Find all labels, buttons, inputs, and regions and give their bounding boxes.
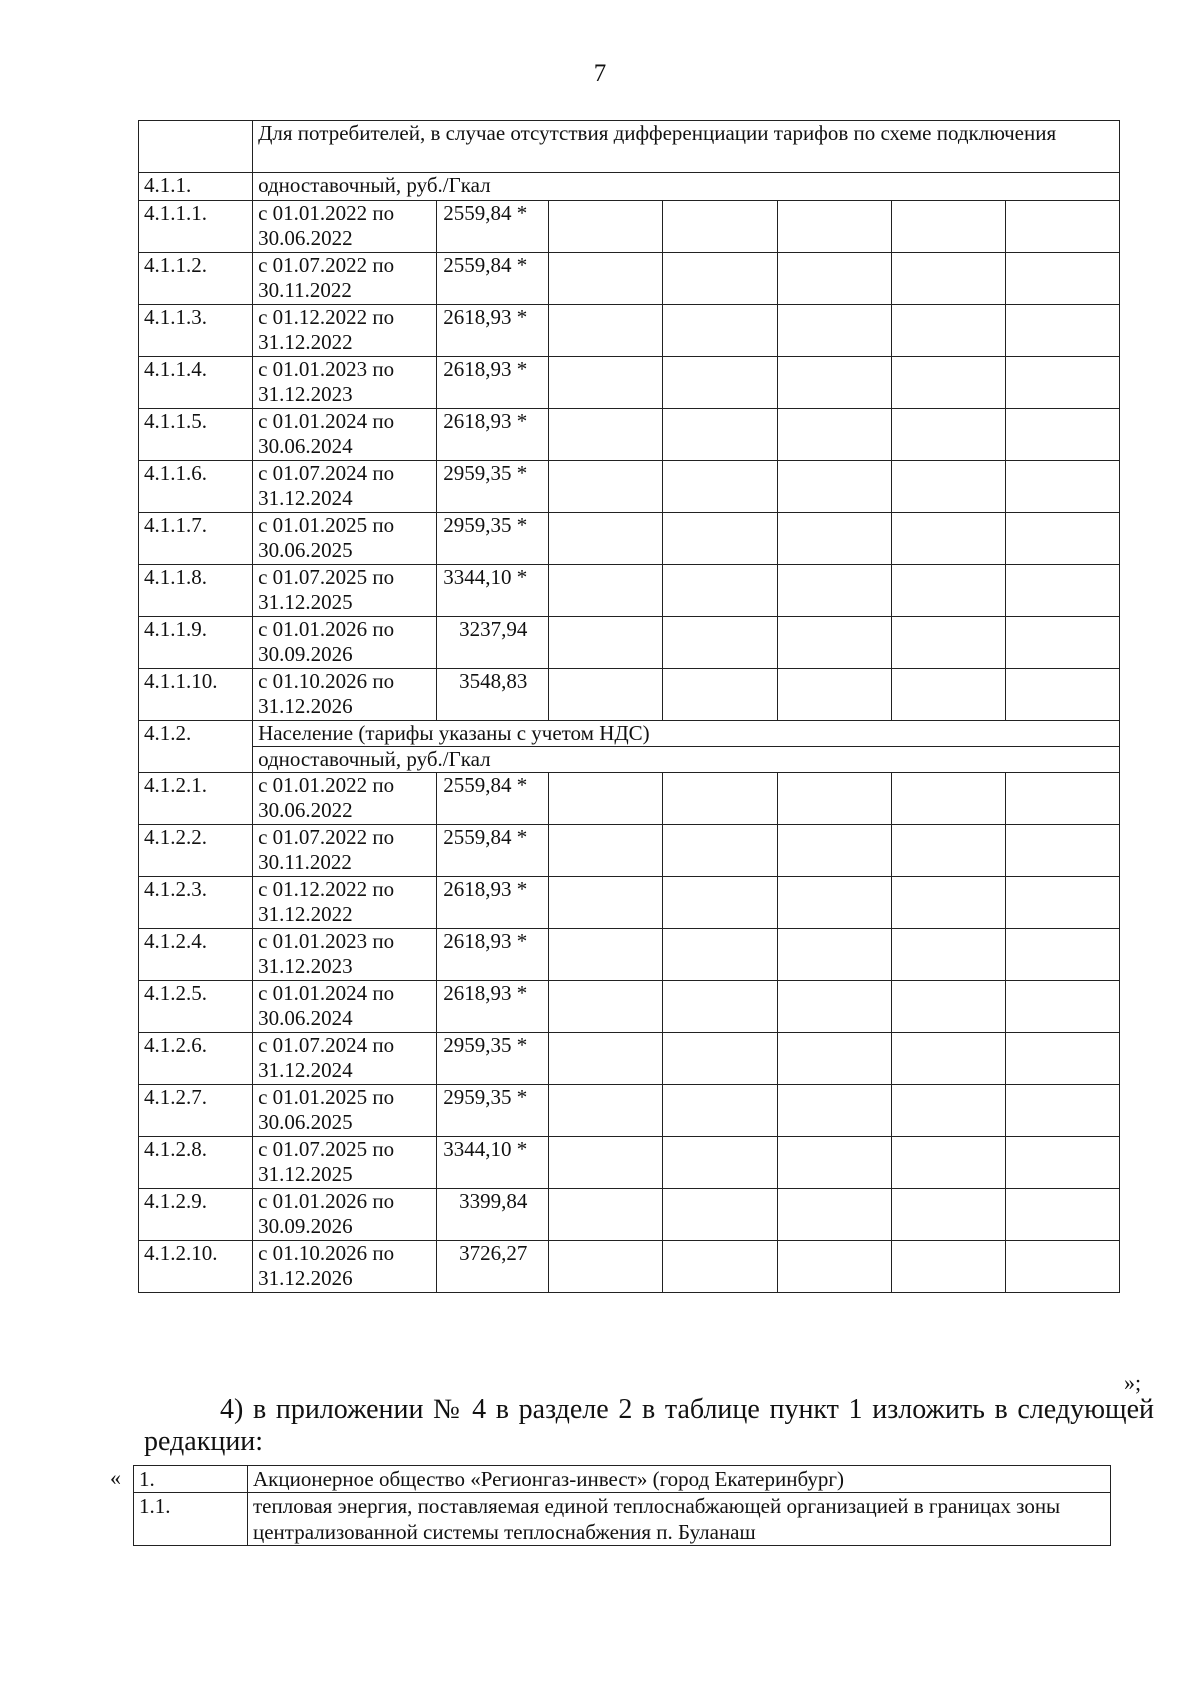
- empty-cell: [891, 1085, 1005, 1137]
- table-row: [139, 1137, 1120, 1189]
- empty-cell: [891, 773, 1005, 825]
- empty-cell: [1005, 617, 1119, 669]
- empty-cell: [1005, 1137, 1119, 1189]
- empty-cell: [1005, 253, 1119, 305]
- table-row: [139, 357, 1120, 409]
- empty-cell: [891, 669, 1005, 721]
- empty-cell: [549, 1033, 663, 1085]
- table-row: [139, 929, 1120, 981]
- empty-cell: [1005, 981, 1119, 1033]
- tariff-table: [138, 120, 1120, 1293]
- org-description-cell: тепловая энергия, поставляемая единой теплоснабжающей организацией в границах зоны централизованной системы теплоснабжения п. Буланаш: [248, 1493, 1111, 1546]
- empty-cell: [891, 825, 1005, 877]
- tariff-value-cell: 3344,10 *: [437, 1137, 549, 1189]
- empty-cell: [777, 1085, 891, 1137]
- tariff-value-cell: 2559,84 *: [437, 253, 549, 305]
- empty-cell: [663, 1189, 777, 1241]
- empty-cell: [777, 253, 891, 305]
- table-row: [139, 669, 1120, 721]
- table-row: [139, 981, 1120, 1033]
- period-cell: с 01.07.2024 по 31.12.2024: [253, 1033, 437, 1085]
- row-number-cell: 4.1.1.1.: [139, 201, 253, 253]
- empty-cell: [549, 565, 663, 617]
- table-row: [139, 461, 1120, 513]
- empty-cell: [1005, 825, 1119, 877]
- period-cell: с 01.01.2023 по 31.12.2023: [253, 357, 437, 409]
- row-number-cell: 4.1.2.6.: [139, 1033, 253, 1085]
- page-number: 7: [593, 60, 607, 87]
- organization-table: [133, 1465, 1111, 1546]
- table-row: [139, 513, 1120, 565]
- org-name-cell: Акционерное общество «Регионгаз-инвест» (город Екатеринбург): [248, 1466, 1111, 1493]
- row-number-cell: 4.1.2.5.: [139, 981, 253, 1033]
- table-row: [139, 877, 1120, 929]
- period-cell: с 01.07.2022 по 30.11.2022: [253, 825, 437, 877]
- empty-cell: [891, 357, 1005, 409]
- period-cell: с 01.01.2025 по 30.06.2025: [253, 513, 437, 565]
- period-cell: с 01.01.2024 по 30.06.2024: [253, 981, 437, 1033]
- table-row: [139, 1241, 1120, 1293]
- amendment-paragraph: 4) в приложении № 4 в разделе 2 в таблице пункт 1 изложить в следующей редакции:: [144, 1394, 1154, 1457]
- group-num-cell: 4.1.2.: [139, 721, 253, 773]
- tariff-value-cell: 3399,84: [437, 1189, 549, 1241]
- group-header-cell: Население (тарифы указаны с учетом НДС): [253, 721, 1120, 747]
- tariff-value-cell: 2618,93 *: [437, 409, 549, 461]
- table-row: [139, 1189, 1120, 1241]
- table-row: [139, 253, 1120, 305]
- empty-cell: [777, 825, 891, 877]
- empty-cell: [891, 253, 1005, 305]
- row-number-cell: 4.1.1.7.: [139, 513, 253, 565]
- row-number-cell: 4.1.2.10.: [139, 1241, 253, 1293]
- period-cell: с 01.12.2022 по 31.12.2022: [253, 877, 437, 929]
- empty-cell: [663, 929, 777, 981]
- empty-cell: [891, 409, 1005, 461]
- org-table-row: [134, 1466, 1111, 1493]
- period-cell: с 01.07.2025 по 31.12.2025: [253, 1137, 437, 1189]
- empty-cell: [777, 1241, 891, 1293]
- table-row: [139, 825, 1120, 877]
- empty-cell: [549, 1241, 663, 1293]
- empty-cell: [663, 1137, 777, 1189]
- group-label-row: [139, 747, 1120, 773]
- empty-cell: [549, 513, 663, 565]
- empty-cell: [663, 877, 777, 929]
- row-number-cell: 4.1.1.6.: [139, 461, 253, 513]
- empty-cell: [663, 1033, 777, 1085]
- empty-cell: [1005, 513, 1119, 565]
- empty-cell: [549, 253, 663, 305]
- empty-cell: [777, 461, 891, 513]
- row-number-cell: 4.1.2.2.: [139, 825, 253, 877]
- row-number-cell: 4.1.1.2.: [139, 253, 253, 305]
- group-label-row: [139, 173, 1120, 201]
- open-quote: «: [110, 1465, 121, 1490]
- tariff-value-cell: 2959,35 *: [437, 1033, 549, 1085]
- empty-cell: [777, 201, 891, 253]
- empty-cell: [777, 617, 891, 669]
- row-number-cell: 4.1.1.3.: [139, 305, 253, 357]
- period-cell: с 01.12.2022 по 31.12.2022: [253, 305, 437, 357]
- table-row: [139, 1033, 1120, 1085]
- empty-cell: [777, 981, 891, 1033]
- section-header-cell: Для потребителей, в случае отсутствия дифференциации тарифов по схеме подключения: [253, 121, 1120, 173]
- empty-cell: [777, 773, 891, 825]
- empty-cell: [663, 1085, 777, 1137]
- row-number-cell: 4.1.2.4.: [139, 929, 253, 981]
- empty-cell: [663, 409, 777, 461]
- empty-cell: [549, 877, 663, 929]
- empty-cell: [663, 617, 777, 669]
- empty-cell: [891, 1033, 1005, 1085]
- empty-cell: [1005, 1085, 1119, 1137]
- empty-cell: [549, 617, 663, 669]
- tariff-value-cell: 3344,10 *: [437, 565, 549, 617]
- empty-cell: [777, 1137, 891, 1189]
- empty-cell: [1005, 409, 1119, 461]
- empty-cell: [891, 305, 1005, 357]
- empty-cell: [549, 981, 663, 1033]
- period-cell: с 01.01.2022 по 30.06.2022: [253, 201, 437, 253]
- empty-cell: [777, 513, 891, 565]
- empty-cell: [1005, 357, 1119, 409]
- row-number-cell: 4.1.1.5.: [139, 409, 253, 461]
- group-label-cell: одноставочный, руб./Гкал: [253, 747, 1120, 773]
- empty-cell: [549, 1189, 663, 1241]
- empty-cell: [891, 981, 1005, 1033]
- tariff-value-cell: 2559,84 *: [437, 773, 549, 825]
- empty-cell: [663, 981, 777, 1033]
- row-number-cell: 4.1.2.9.: [139, 1189, 253, 1241]
- row-number-cell: 4.1.2.1.: [139, 773, 253, 825]
- empty-cell: [663, 201, 777, 253]
- empty-cell: [891, 461, 1005, 513]
- empty-cell: [1005, 305, 1119, 357]
- row-number-cell: 4.1.1.8.: [139, 565, 253, 617]
- empty-cell: [1005, 565, 1119, 617]
- empty-cell: [663, 253, 777, 305]
- tariff-value-cell: 2618,93 *: [437, 981, 549, 1033]
- empty-cell: [777, 929, 891, 981]
- empty-cell: [1005, 1189, 1119, 1241]
- table-row: [139, 773, 1120, 825]
- empty-cell: [777, 1189, 891, 1241]
- group-header-row: [139, 721, 1120, 747]
- row-number-cell: 4.1.2.3.: [139, 877, 253, 929]
- tariff-value-cell: 2618,93 *: [437, 305, 549, 357]
- empty-cell: [891, 201, 1005, 253]
- tariff-value-cell: 2959,35 *: [437, 1085, 549, 1137]
- empty-cell: [1005, 201, 1119, 253]
- empty-cell: [891, 877, 1005, 929]
- empty-cell: [549, 305, 663, 357]
- empty-cell: [549, 825, 663, 877]
- group-label-cell: одноставочный, руб./Гкал: [253, 173, 1120, 201]
- group-num-cell: 4.1.1.: [139, 173, 253, 201]
- empty-cell: [1005, 773, 1119, 825]
- empty-cell: [777, 565, 891, 617]
- table-row: [139, 201, 1120, 253]
- tariff-value-cell: 2559,84 *: [437, 825, 549, 877]
- tariff-value-cell: 2618,93 *: [437, 877, 549, 929]
- empty-cell: [663, 565, 777, 617]
- empty-cell: [891, 565, 1005, 617]
- empty-cell: [1005, 461, 1119, 513]
- closing-quote: »;: [1124, 1370, 1142, 1395]
- section-header-num-cell: [139, 121, 253, 173]
- tariff-value-cell: 2618,93 *: [437, 929, 549, 981]
- empty-cell: [549, 409, 663, 461]
- empty-cell: [777, 305, 891, 357]
- empty-cell: [777, 357, 891, 409]
- period-cell: с 01.10.2026 по 31.12.2026: [253, 669, 437, 721]
- tariff-value-cell: 3237,94: [437, 617, 549, 669]
- tariff-value-cell: 2559,84 *: [437, 201, 549, 253]
- empty-cell: [777, 1033, 891, 1085]
- tariff-value-cell: 3726,27: [437, 1241, 549, 1293]
- empty-cell: [663, 513, 777, 565]
- empty-cell: [549, 929, 663, 981]
- table-row: [139, 565, 1120, 617]
- table-row: [139, 1085, 1120, 1137]
- empty-cell: [663, 461, 777, 513]
- period-cell: с 01.01.2026 по 30.09.2026: [253, 617, 437, 669]
- period-cell: с 01.01.2023 по 31.12.2023: [253, 929, 437, 981]
- row-number-cell: 4.1.1.4.: [139, 357, 253, 409]
- period-cell: с 01.07.2025 по 31.12.2025: [253, 565, 437, 617]
- empty-cell: [1005, 1241, 1119, 1293]
- empty-cell: [663, 1241, 777, 1293]
- period-cell: с 01.01.2024 по 30.06.2024: [253, 409, 437, 461]
- empty-cell: [663, 825, 777, 877]
- table-row: [139, 409, 1120, 461]
- org-num-cell: 1.1.: [134, 1493, 248, 1546]
- empty-cell: [891, 1137, 1005, 1189]
- empty-cell: [891, 1241, 1005, 1293]
- empty-cell: [777, 669, 891, 721]
- table-row: [139, 305, 1120, 357]
- tariff-value-cell: 2959,35 *: [437, 461, 549, 513]
- tariff-value-cell: 3548,83: [437, 669, 549, 721]
- section-header-row: [139, 121, 1120, 173]
- empty-cell: [1005, 669, 1119, 721]
- empty-cell: [777, 409, 891, 461]
- period-cell: с 01.07.2022 по 30.11.2022: [253, 253, 437, 305]
- empty-cell: [891, 513, 1005, 565]
- empty-cell: [549, 461, 663, 513]
- empty-cell: [663, 305, 777, 357]
- org-table-row: [134, 1493, 1111, 1546]
- empty-cell: [777, 877, 891, 929]
- table-row: [139, 617, 1120, 669]
- empty-cell: [1005, 929, 1119, 981]
- period-cell: с 01.07.2024 по 31.12.2024: [253, 461, 437, 513]
- period-cell: с 01.01.2026 по 30.09.2026: [253, 1189, 437, 1241]
- org-num-cell: 1.: [134, 1466, 248, 1493]
- empty-cell: [663, 669, 777, 721]
- row-number-cell: 4.1.2.7.: [139, 1085, 253, 1137]
- empty-cell: [549, 669, 663, 721]
- tariff-value-cell: 2959,35 *: [437, 513, 549, 565]
- row-number-cell: 4.1.1.9.: [139, 617, 253, 669]
- empty-cell: [891, 617, 1005, 669]
- empty-cell: [549, 201, 663, 253]
- period-cell: с 01.10.2026 по 31.12.2026: [253, 1241, 437, 1293]
- empty-cell: [663, 357, 777, 409]
- period-cell: с 01.01.2022 по 30.06.2022: [253, 773, 437, 825]
- period-cell: с 01.01.2025 по 30.06.2025: [253, 1085, 437, 1137]
- row-number-cell: 4.1.1.10.: [139, 669, 253, 721]
- empty-cell: [549, 1137, 663, 1189]
- empty-cell: [891, 1189, 1005, 1241]
- empty-cell: [549, 357, 663, 409]
- empty-cell: [891, 929, 1005, 981]
- empty-cell: [549, 773, 663, 825]
- empty-cell: [1005, 877, 1119, 929]
- empty-cell: [1005, 1033, 1119, 1085]
- empty-cell: [663, 773, 777, 825]
- empty-cell: [549, 1085, 663, 1137]
- row-number-cell: 4.1.2.8.: [139, 1137, 253, 1189]
- tariff-value-cell: 2618,93 *: [437, 357, 549, 409]
